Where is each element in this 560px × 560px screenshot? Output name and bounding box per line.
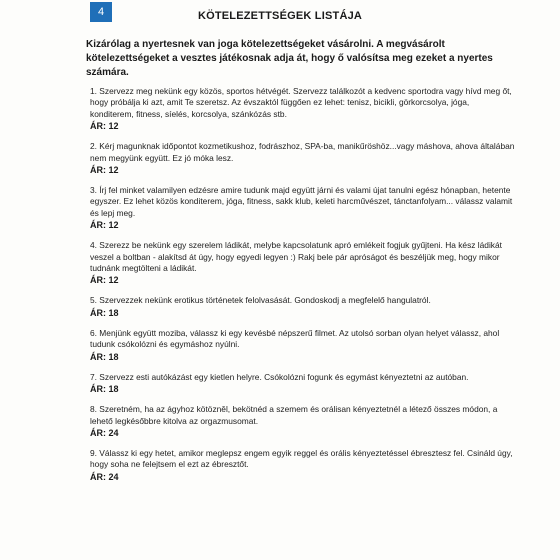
item-price: ÁR: 18	[90, 384, 119, 395]
list-item	[90, 295, 515, 318]
item-text: 1. Szervezz meg nekünk egy közös, sportos hétvégét. Szervezz találkozót a kedvenc sportodra vagy hívd meg őt, hogy próbálja ki azt, amit Te szeretsz. Az évszaktól függően ez lehet: tenisz, bicikli, görkorcsolya, jóga, konditerem, fitness, síelés, korcsolya, szánkózás stb.	[90, 86, 512, 119]
page-title: KÖTELEZETTSÉGEK LISTÁJA	[197, 10, 363, 22]
item-price: ÁR: 24	[90, 427, 119, 438]
item-text: 5. Szervezzek nekünk erotikus történetek felolvasását. Gondoskodj a megfelelő hangulatról.	[90, 295, 431, 306]
list-item	[90, 372, 515, 395]
page-number-badge: 4	[90, 2, 112, 22]
item-text: 8. Szeretném, ha az ágyhoz kötözněl, bekötnéd a szemem és orálisan kényeztetnél a létező összes módon, a lehető legkésőbbre kitolva az orgazmusomat.	[90, 404, 498, 426]
item-price: ÁR: 12	[90, 220, 119, 231]
item-text: 6. Menjünk együtt moziba, válassz ki egy kevésbé népszerű filmet. Az utolsó sorban olyan helyet válassz, ahol tudunk csókolózni és egymáshoz nyúlni.	[90, 327, 500, 350]
item-text: 7. Szervezz esti autókázást egy kietlen helyre. Csókolózni fogunk és egymást kényeztetni az autóban.	[90, 371, 469, 382]
list-item	[90, 404, 515, 439]
item-text: 4. Szerezz be nekünk egy szerelem ládikát, melybe kapcsolatunk apró emlékeit fogjuk gyűjteni. Ha kész ládikát veszel a boltban - alakítsd át úgy, hogy egyedi legyen :) Rakj bele pár apróságot és beszéljük meg, hogy mikor tudnánk megtölteni a ládikát.	[90, 240, 502, 274]
item-price: ÁR: 12	[90, 165, 119, 176]
item-price: ÁR: 12	[90, 275, 119, 286]
list-item	[90, 240, 515, 286]
item-text: 9. Válassz ki egy hetet, amikor meglepsz engem egyik reggel és orális kényeztetéssel ébresztesz fel. Csináld úgy, hogy soha ne felejtsem el ezt az ébresztőt.	[90, 447, 513, 470]
item-price: ÁR: 12	[90, 121, 119, 132]
list-item	[90, 448, 515, 483]
list-item	[90, 141, 515, 176]
item-price: ÁR: 18	[90, 351, 119, 362]
list-item	[90, 185, 515, 231]
intro-paragraph: Kizárólag a nyertesnek van joga kötelezettségeket vásárolni. A megvásárolt kötelezettségeket a vesztes játékosnak adja át, hogy ő valósítsa meg ezeket a nyertes számára.	[86, 39, 493, 78]
list-item	[90, 328, 515, 363]
item-price: ÁR: 24	[90, 471, 119, 482]
item-text: 3. Írj fel minket valamilyen edzésre amire tudunk majd együtt járni és valami újat tanulni egész hónapban, hetente egyszer. Ez lehet közös konditerem, jóga, fitness, sakk klub, keleti harcművészet, tánctanfolyam... válassz valamit és lepj meg.	[90, 185, 513, 218]
list-item	[90, 86, 515, 132]
obligation-list	[90, 86, 515, 492]
item-price: ÁR: 18	[90, 307, 119, 318]
item-text: 2. Kérj magunknak időpontot kozmetikushoz, fodrászhoz, SPA-ba, manikűröshöz...vagy máshova, ahova általában nem megyünk együtt. Ez jó móka lesz.	[90, 141, 515, 163]
